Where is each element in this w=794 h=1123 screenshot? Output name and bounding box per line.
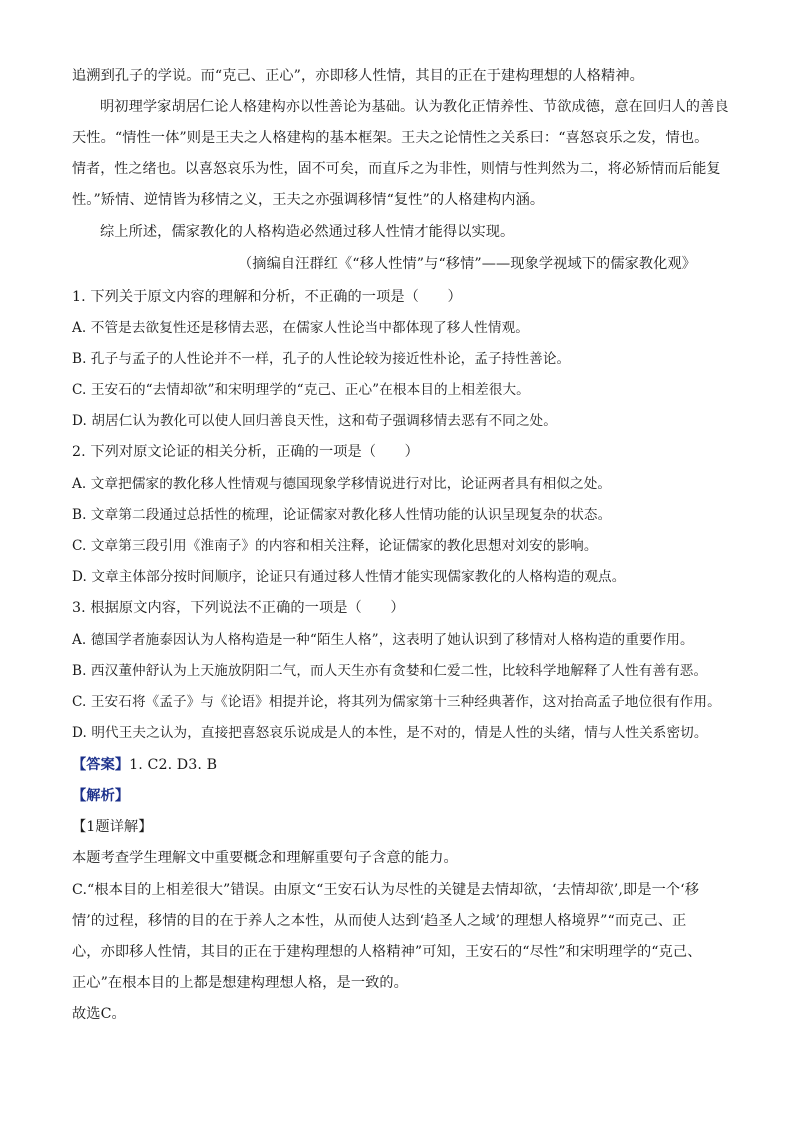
passage-paragraph-1-tail: 追溯到孔子的学说。而“克己、正心”，亦即移人性情，其目的正在于建构理想的人格精神。 xyxy=(72,68,644,84)
question-1-stem: 1. 下列关于原文内容的理解和分析，不正确的一项是（ ） xyxy=(72,289,462,305)
question-3-option-c: C. 王安石将《孟子》与《论语》相提并论，将其列为儒家第十三种经典著作，这对抬高孟子地位很有作用。 xyxy=(72,694,721,710)
analysis-line-3: 心，亦即移人性情，其目的正在于建构理想的人格精神”可知，王安石的“尽性”和宋明理学的“克己、 xyxy=(72,944,702,960)
question-3-option-d: D. 明代王夫之认为，直接把喜怒哀乐说成是人的本性，是不对的，情是人性的头绪，情与人性关系密切。 xyxy=(72,725,708,741)
question-2-option-b: B. 文章第二段通过总括性的梳理，论证儒家对教化移人性情功能的认识呈现复杂的状态。 xyxy=(72,507,612,523)
question-1-option-c: C. 王安石的“去情却欲”和宋明理学的“克己、正心”在根本目的上相差很大。 xyxy=(72,382,530,398)
question-2-option-a: A. 文章把儒家的教化移人性情观与德国现象学移情说进行对比，论证两者具有相似之处。 xyxy=(72,476,612,492)
passage-source: （摘编自汪群红《“移人性情”与“移情”——现象学视域下的儒家教化观》 xyxy=(238,256,697,272)
answer-line xyxy=(72,755,722,775)
passage-paragraph-2-line-2: 天性。“情性一体”则是王夫之人格建构的基本框架。王夫之论情性之关系曰：“喜怒哀乐之发，情也。 xyxy=(72,130,709,146)
question-3-option-a: A. 德国学者施泰因认为人格构造是一种“陌生人格”，这表明了她认识到了移情对人格构造的重要作用。 xyxy=(72,632,694,648)
question-1-option-b: B. 孔子与孟子的人性论并不一样，孔子的人性论较为接近性朴论，孟子持性善论。 xyxy=(72,351,571,367)
analysis-line-2: 情’的过程，移情的目的在于养人之本性，从而使人达到‘趋圣人之域’的理想人格境界”“而克己、正 xyxy=(72,913,687,929)
question-1-option-d: D. 胡居仁认为教化可以使人回归善良天性，这和荀子强调移情去恶有不同之处。 xyxy=(72,413,557,429)
analysis-line-1: C.“根本目的上相差很大”错误。由原文“王安石认为尽性的关键是去情却欲，‘去情却欲’,即是一个‘移 xyxy=(72,882,700,898)
analysis-tag: 【解析】 xyxy=(72,788,130,804)
passage-paragraph-2-line-4: 性。”矫情、逆情皆为移情之义，王夫之亦强调移情“复性”的人格建构内涵。 xyxy=(72,192,545,208)
analysis-heading xyxy=(72,786,722,806)
passage-paragraph-2-line-3: 情者，性之绪也。以喜怒哀乐为性，固不可矣，而直斥之为非性，则情与性判然为二，将必矫情而后能复 xyxy=(72,161,721,177)
analysis-line-4: 正心”在根本目的上都是想建构理想人格，是一致的。 xyxy=(72,975,408,991)
detail-heading xyxy=(72,817,722,837)
question-2-option-d: D. 文章主体部分按时间顺序，论证只有通过移人性情才能实现儒家教化的人格构造的观点。 xyxy=(72,569,626,585)
passage-paragraph-2-line-1: 明初理学家胡居仁论人格建构亦以性善论为基础。认为教化正情养性、节欲成德，意在回归人的善良 xyxy=(100,99,729,115)
question-2-option-c: C. 文章第三段引用《淮南子》的内容和相关注释，论证儒家的教化思想对刘安的影响。 xyxy=(72,538,598,554)
answer-tag: 【答案】 xyxy=(72,757,130,773)
passage-paragraph-3: 综上所述，儒家教化的人格构造必然通过移人性情才能得以实现。 xyxy=(100,224,515,240)
question-2-stem: 2. 下列对原文论证的相关分析，正确的一项是（ ） xyxy=(72,444,419,460)
analysis-conclusion: 故选C。 xyxy=(72,1006,126,1022)
analysis-intro: 本题考查学生理解文中重要概念和理解重要句子含意的能力。 xyxy=(72,850,458,866)
answer-text: 1. C2. D3. B xyxy=(129,757,218,773)
question-1-option-a: A. 不管是去欲复性还是移情去恶，在儒家人性论当中都体现了移人性情观。 xyxy=(72,320,529,336)
question-3-stem: 3. 根据原文内容，下列说法不正确的一项是（ ） xyxy=(72,600,405,616)
detail-tag: 【1题详解】 xyxy=(72,819,153,835)
question-3-option-b: B. 西汉董仲舒认为上天施放阴阳二气，而人天生亦有贪婪和仁爱二性，比较科学地解释了人性有善有恶。 xyxy=(72,663,708,679)
